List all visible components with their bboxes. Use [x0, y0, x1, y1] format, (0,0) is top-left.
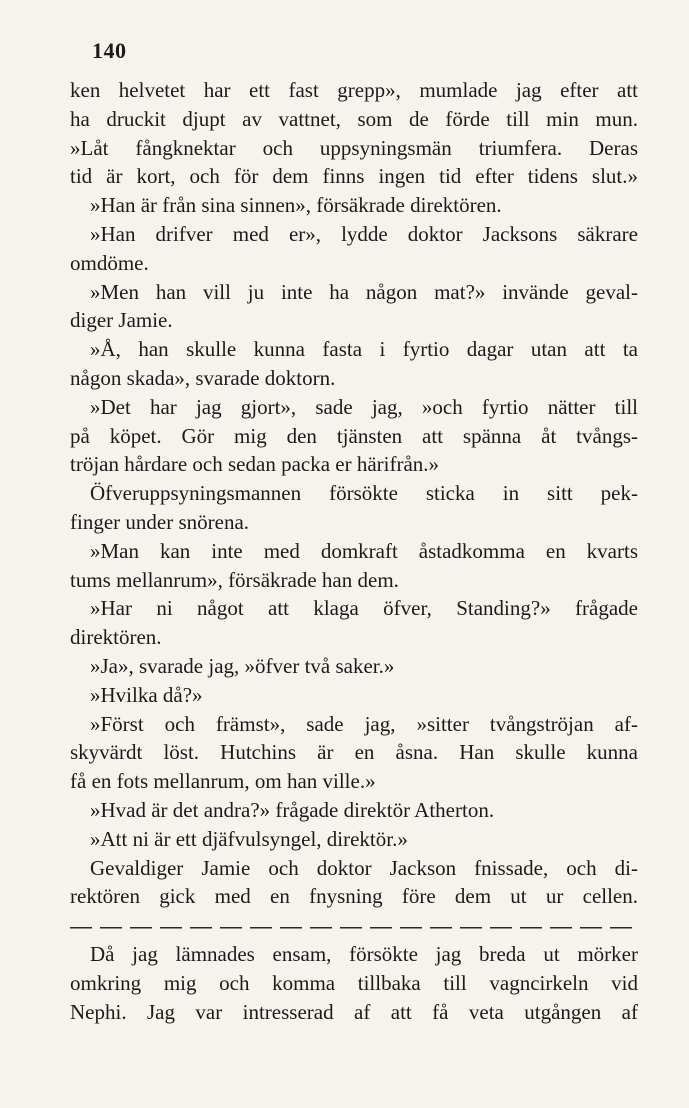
text-line: »Låt fångknektar och uppsyningsmän triumfera. Deras — [70, 135, 638, 160]
text-line: tums mellanrum», försäkrade han dem. — [70, 567, 399, 592]
text-line: »Å, han skulle kunna fasta i fyrtio dagar utan att ta — [90, 337, 638, 362]
text-line: »Hvilka då?» — [90, 682, 203, 707]
section-divider — [70, 919, 638, 935]
text-line: Öfveruppsyningsmannen försökte sticka in sitt pek- — [90, 481, 638, 506]
body-text — [70, 76, 638, 1027]
text-line: på köpet. Gör mig den tjänsten att spänna åt tvångs- — [70, 423, 638, 448]
text-line: Nephi. Jag var intresserad af att få veta utgången af — [70, 999, 638, 1024]
text-line: »Har ni något att klaga öfver, Standing?» frågade — [90, 596, 638, 621]
text-line: Gevaldiger Jamie och doktor Jackson fnissade, och di- — [90, 855, 638, 880]
text-line: skyvärdt löst. Hutchins är en åsna. Han skulle kunna — [70, 740, 638, 765]
text-line: »Han är från sina sinnen», försäkrade direktören. — [90, 193, 502, 218]
text-line: omkring mig och komma tillbaka till vagncirkeln vid — [70, 970, 638, 995]
text-line: »Men han vill ju inte ha någon mat?» invände geval- — [90, 279, 638, 304]
text-line: någon skada», svarade doktorn. — [70, 365, 336, 390]
text-line: Då jag lämnades ensam, försökte jag breda ut mörker — [90, 942, 638, 967]
text-line: ha druckit djupt av vattnet, som de förde till min mun. — [70, 106, 638, 131]
text-line: »Hvad är det andra?» frågade direktör Atherton. — [90, 797, 495, 822]
text-line: »Ja», svarade jag, »öfver två saker.» — [90, 653, 395, 678]
text-line: diger Jamie. — [70, 308, 173, 333]
text-line: ken helvetet har ett fast grepp», mumlade jag efter att — [70, 78, 638, 102]
text-line: tröjan hårdare och sedan packa er härifrån.» — [70, 452, 440, 477]
text-line: omdöme. — [70, 250, 149, 275]
text-line: »Det har jag gjort», sade jag, »och fyrtio nätter till — [90, 394, 638, 419]
page-number: 140 — [92, 38, 127, 63]
text-line: »Han drifver med er», lydde doktor Jacksons säkrare — [90, 221, 638, 246]
text-line: »Man kan inte med domkraft åstadkomma en kvarts — [90, 538, 638, 563]
text-line: tid är kort, och för dem finns ingen tid efter tidens slut.» — [70, 164, 638, 189]
text-line: »Att ni är ett djäfvulsyngel, direktör.» — [90, 826, 408, 851]
text-line: direktören. — [70, 625, 162, 650]
text-line: finger under snörena. — [70, 509, 250, 534]
text-line: »Först och främst», sade jag, »sitter tvångströjan af- — [90, 711, 638, 736]
text-line: få en fots mellanrum, om han ville.» — [70, 769, 376, 794]
text-line: rektören gick med en fnysning före dem ut ur cellen. — [70, 884, 638, 909]
